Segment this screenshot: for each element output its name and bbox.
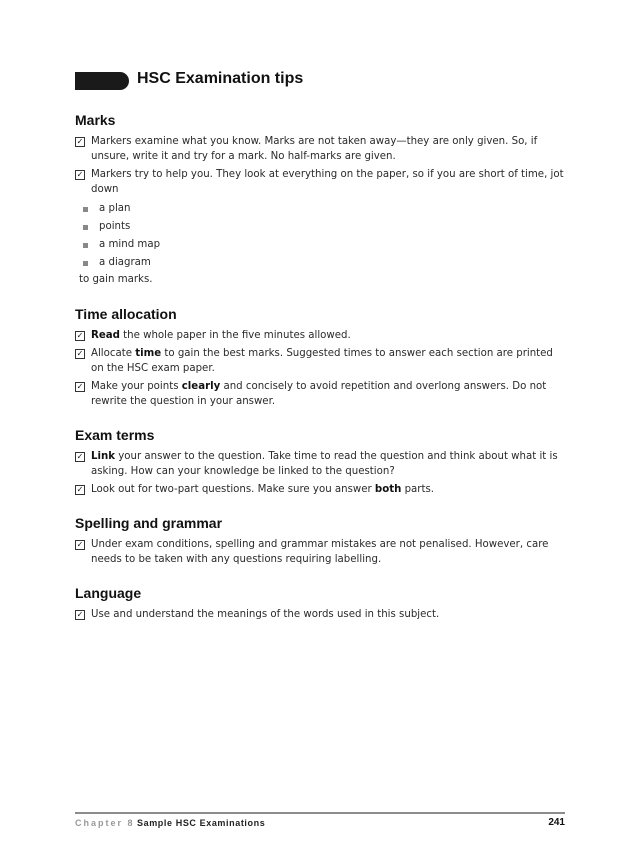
tip-item [75,482,565,497]
section-spelling-grammar [75,515,565,567]
tip-text: your answer to the question. Take time to read the question and think about what it is asking. How can your knowledge be linked to the question? [91,451,558,477]
bullet-text: a diagram [99,257,151,268]
trailing-text: to gain marks. [79,274,153,285]
tip-text: parts. [401,484,435,495]
square-bullet-icon [83,261,88,266]
section-heading: Marks [75,112,116,128]
checked-box-icon: ✓ [76,485,84,494]
bullet-list [75,200,565,272]
square-bullet-icon [83,225,88,230]
square-bullet-icon [83,207,88,212]
checked-box-icon: ✓ [76,331,84,340]
tip-item [75,346,565,376]
tip-item [75,328,565,343]
tip-item [75,607,565,622]
tip-text: to gain the best marks. Suggested times to answer each section are printed on the HSC exam paper. [91,348,553,374]
title-bar-decoration [75,72,129,90]
tip-text: Look out for two-part questions. Make sure you answer [91,484,375,495]
footer-rule [75,812,565,814]
tip-item [75,134,565,164]
tip-text: the whole paper in the five minutes allowed. [119,330,351,341]
page-footer [75,817,565,831]
section-heading: Spelling and grammar [75,515,223,531]
keyword: Read [91,330,120,341]
tip-item [75,379,565,409]
tip-text: Make your points [91,381,182,392]
tip-text: Allocate [91,348,136,359]
tip-item [75,537,565,567]
page-title: HSC Examination tips [137,70,304,87]
section-heading: Time allocation [75,306,177,322]
bullet-item [79,236,565,254]
bullet-item [79,218,565,236]
checked-box-icon: ✓ [76,137,84,146]
section-exam-terms [75,427,565,497]
keyword: both [374,484,402,495]
bullet-text: points [99,221,131,232]
bullet-item [79,254,565,272]
keyword: time [135,348,162,359]
tip-item [75,167,565,197]
tip-item [75,449,565,479]
checked-box-icon: ✓ [76,349,84,358]
footer-title: Sample HSC Examinations [137,818,266,828]
keyword: clearly [181,381,221,392]
tip-text: Markers examine what you know. Marks are not taken away—they are only given. So, if unsure, write it and try for a mark. No half-marks are given. [91,136,538,162]
keyword: Link [91,451,116,462]
bullet-text: a plan [99,203,131,214]
footer-chapter: Chapter 8 [75,818,135,828]
bullet-text: a mind map [99,239,161,250]
checked-box-icon: ✓ [76,170,84,179]
tip-text: Use and understand the meanings of the words used in this subject. [91,609,440,620]
bullet-item [79,200,565,218]
page-number: 241 [548,817,565,828]
checked-box-icon: ✓ [76,452,84,461]
section-heading: Exam terms [75,427,155,443]
section-language [75,585,565,622]
checked-box-icon: ✓ [76,610,84,619]
section-heading: Language [75,585,142,601]
checked-box-icon: ✓ [76,382,84,391]
section-time-allocation [75,306,565,409]
tip-text: Under exam conditions, spelling and grammar mistakes are not penalised. However, care needs to be taken with any questions requiring labelling. [91,539,549,565]
square-bullet-icon [83,243,88,248]
section-marks [75,112,565,288]
tip-text: Markers try to help you. They look at everything on the paper, so if you are short of time, jot down [91,169,564,195]
checked-box-icon: ✓ [76,540,84,549]
content [75,112,565,640]
tip-text: and concisely to avoid repetition and overlong answers. Do not rewrite the question in your answer. [91,381,547,407]
